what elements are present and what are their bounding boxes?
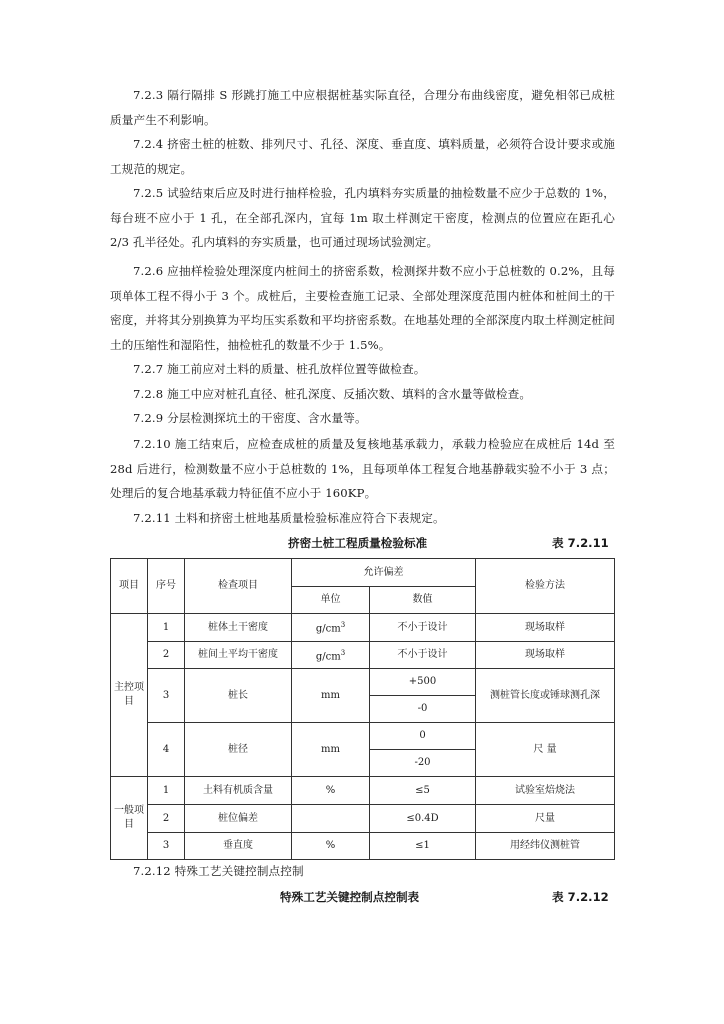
row-value: ≤1	[370, 833, 476, 860]
row-unit	[292, 805, 370, 833]
table-row	[111, 723, 615, 750]
row-unit: mm	[292, 723, 370, 777]
header-allowed-deviation: 允许偏差	[292, 559, 476, 587]
paragraph-7-2-6: 7.2.6 应抽样检验处理深度内桩间土的挤密系数，检测探井数不应小于总桩数的 0.2%，且每项单体工程不得小于 3 个。成桩后，主要检查施工记录、全部处理深度范围内桩体和桩间土的干密度，并将其分别换算为平均压实系数和平均挤密系数。在地基处理的全部深度内取土样测定桩间土的压缩性和湿陷性，抽检桩孔的数量不少于 1.5%。	[110, 264, 615, 352]
paragraph-7-2-10: 7.2.10 施工结束后，应检查成桩的质量及复核地基承载力，承载力检验应在成桩后 14d 至 28d 后进行，检测数量不应小于总桩数的 1%，且每项单体工程复合地基静载实验不小于 3 点；处理后的复合地基承载力特征值不应小于 160KP。	[110, 437, 615, 500]
table-number: 表 7.2.11	[552, 536, 609, 550]
table-row	[111, 669, 615, 696]
row-unit: $g/cm^3$	[292, 642, 370, 669]
row-check: 桩径	[185, 723, 292, 777]
row-method: 用经纬仪测桩管	[476, 833, 615, 860]
row-value: ≤5	[370, 777, 476, 805]
paragraph-7-2-12: 7.2.12 特殊工艺关键控制点控制	[133, 864, 304, 878]
row-value-lower: -20	[370, 750, 476, 777]
row-check: 桩间土平均干密度	[185, 642, 292, 669]
group-general: 一般项目	[111, 777, 148, 860]
paragraph-7-2-9: 7.2.9 分层检测探坑土的干密度、含水量等。	[133, 411, 367, 425]
table-row	[111, 805, 615, 833]
row-seq: 1	[148, 614, 185, 642]
row-unit: %	[292, 777, 370, 805]
row-method: 现场取样	[476, 642, 615, 669]
row-check: 土料有机质含量	[185, 777, 292, 805]
row-unit: $g/cm^3$	[292, 614, 370, 642]
quality-standard-table	[110, 558, 615, 860]
paragraph-7-2-11: 7.2.11 土料和挤密土桩地基质量检验标准应符合下表规定。	[133, 511, 445, 525]
table-row	[111, 777, 615, 805]
row-seq: 3	[148, 669, 185, 723]
row-check: 垂直度	[185, 833, 292, 860]
row-method: 尺 量	[476, 723, 615, 777]
row-seq: 2	[148, 805, 185, 833]
paragraph-7-2-7: 7.2.7 施工前应对土料的质量、桩孔放样位置等做检查。	[133, 362, 426, 376]
row-value: ≤0.4D	[370, 805, 476, 833]
paragraph-7-2-3: 7.2.3 隔行隔排 S 形跳打施工中应根据桩基实际直径，合理分布曲线密度，避免相邻已成桩质量产生不利影响。	[110, 88, 615, 127]
row-value-lower: -0	[370, 696, 476, 723]
row-method: 尺量	[476, 805, 615, 833]
row-unit: mm	[292, 669, 370, 723]
table2-caption: 特殊工艺关键控制点控制表	[280, 890, 420, 904]
row-value: 不小于设计	[370, 614, 476, 642]
group-main-control: 主控项目	[111, 614, 148, 777]
row-unit: %	[292, 833, 370, 860]
row-seq: 4	[148, 723, 185, 777]
paragraph-7-2-4: 7.2.4 挤密土桩的桩数、排列尺寸、孔径、深度、垂直度、填料质量，必须符合设计要求或施工规范的规定。	[110, 137, 615, 176]
header-check-item: 检查项目	[185, 559, 292, 614]
row-method: 现场取样	[476, 614, 615, 642]
table-row	[111, 833, 615, 860]
row-value: 不小于设计	[370, 642, 476, 669]
paragraph-7-2-5: 7.2.5 试验结束后应及时进行抽样检验，孔内填料夯实质量的抽检数量不应少于总数的 1%，每台班不应小于 1 孔，在全部孔深内，宜每 1m 取土样测定干密度，检测点的位置应在距孔心 2/3 孔半径处。孔内填料的夯实质量，也可通过现场试验测定。	[110, 186, 615, 249]
row-value-upper: 0	[370, 723, 476, 750]
row-seq: 2	[148, 642, 185, 669]
header-value: 数值	[370, 587, 476, 614]
paragraph-7-2-8: 7.2.8 施工中应对桩孔直径、桩孔深度、反插次数、填料的含水量等做检查。	[133, 387, 532, 401]
header-method: 检验方法	[476, 559, 615, 614]
header-item: 项目	[111, 559, 148, 614]
row-seq: 1	[148, 777, 185, 805]
row-seq: 3	[148, 833, 185, 860]
row-check: 桩长	[185, 669, 292, 723]
row-check: 桩体土干密度	[185, 614, 292, 642]
header-seq: 序号	[148, 559, 185, 614]
table2-number: 表 7.2.12	[552, 890, 609, 904]
header-unit: 单位	[292, 587, 370, 614]
table-caption: 挤密土桩工程质量检验标准	[288, 536, 428, 550]
row-method: 试验室焙烧法	[476, 777, 615, 805]
table-row	[111, 642, 615, 669]
table-row	[111, 614, 615, 642]
row-check: 桩位偏差	[185, 805, 292, 833]
row-method: 测桩管长度或锤球测孔深	[476, 669, 615, 723]
row-value-upper: +500	[370, 669, 476, 696]
